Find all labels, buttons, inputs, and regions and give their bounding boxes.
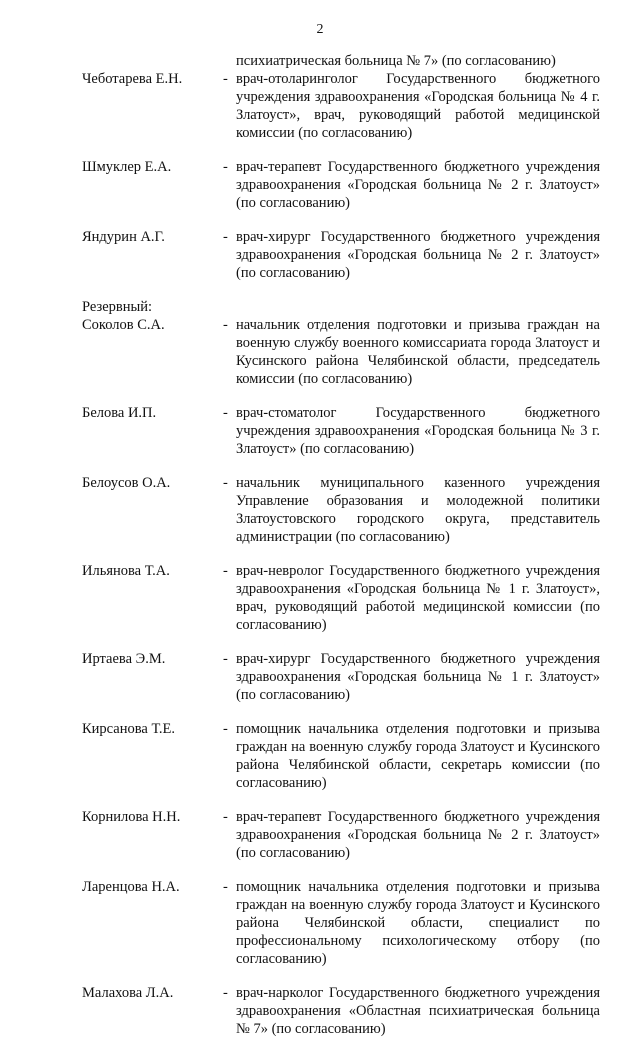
member-entry	[0, 70, 640, 142]
dash-separator: -	[223, 721, 228, 737]
member-description: начальник муниципального казенного учреждения Управление образования и молодежной политики Златоустовского городского округа, представитель администрации (по согласованию)	[236, 475, 600, 545]
member-name: Яндурин А.Г.	[82, 229, 165, 245]
member-description: начальник отделения подготовки и призыва граждан на военную службу военного комиссариата города Златоуст и Кусинского района Челябинской области, председатель комиссии (по согласованию)	[236, 317, 600, 387]
member-list	[0, 70, 640, 1038]
dash-separator: -	[223, 809, 228, 825]
member-name: Ларенцова Н.А.	[82, 879, 180, 895]
member-description: врач-хирург Государственного бюджетного учреждения здравоохранения «Городская больница № 2 г. Златоуст» (по согласованию)	[236, 229, 600, 281]
member-name: Соколов С.А.	[82, 317, 165, 333]
dash-separator: -	[223, 475, 228, 491]
dash-separator: -	[223, 563, 228, 579]
member-name: Ильянова Т.А.	[82, 563, 170, 579]
member-description: врач-терапевт Государственного бюджетного учреждения здравоохранения «Городская больница № 2 г. Златоуст» (по согласованию)	[236, 159, 600, 211]
dash-separator: -	[223, 229, 228, 245]
reserve-member-entry	[0, 984, 640, 1038]
reserve-member-entry	[0, 562, 640, 634]
member-description: врач-нарколог Государственного бюджетного учреждения здравоохранения «Областная психиатрическая больница № 7» (по согласованию)	[236, 985, 600, 1037]
member-name: Белоусов О.А.	[82, 475, 171, 491]
reserve-member-entry	[0, 404, 640, 458]
member-name: Белова И.П.	[82, 405, 157, 421]
member-entry	[0, 158, 640, 212]
continued-text: психиатрическая больница № 7» (по согласованию)	[236, 53, 556, 69]
reserve-member-entry	[0, 720, 640, 792]
dash-separator: -	[223, 651, 228, 667]
dash-separator: -	[223, 405, 228, 421]
member-description: помощник начальника отделения подготовки и призыва граждан на военную службу города Златоуст и Кусинского района Челябинской области, секретарь комиссии (по согласованию)	[236, 721, 600, 791]
member-description: врач-терапевт Государственного бюджетного учреждения здравоохранения «Городская больница № 2 г. Златоуст» (по согласованию)	[236, 809, 600, 861]
member-description: врач-отоларинголог Государственного бюджетного учреждения здравоохранения «Городская больница № 4 г. Златоуст», врач, руководящий работой медицинской комиссии (по согласованию)	[236, 71, 600, 141]
member-name: Малахова Л.А.	[82, 985, 174, 1001]
member-description: врач-стоматолог Государственного бюджетного учреждения здравоохранения «Городская больница № 3 г. Златоуст» (по согласованию)	[236, 405, 600, 457]
reserve-label: Резервный:	[82, 299, 153, 315]
member-entry	[0, 228, 640, 282]
member-name: Иртаева Э.М.	[82, 651, 166, 667]
member-name: Корнилова Н.Н.	[82, 809, 181, 825]
page-number: 2	[316, 22, 324, 37]
dash-separator: -	[223, 879, 228, 895]
member-description: врач-хирург Государственного бюджетного учреждения здравоохранения «Городская больница № 1 г. Златоуст» (по согласованию)	[236, 651, 600, 703]
dash-separator: -	[223, 317, 228, 333]
reserve-member-entry	[0, 316, 640, 388]
reserve-member-entry	[0, 474, 640, 546]
member-name: Чеботарева Е.Н.	[82, 71, 183, 87]
dash-separator: -	[223, 159, 228, 175]
member-name: Кирсанова Т.Е.	[82, 721, 175, 737]
dash-separator: -	[223, 985, 228, 1001]
member-description: помощник начальника отделения подготовки и призыва граждан на военную службу города Златоуст и Кусинского района Челябинской области, специалист по профессиональному психологическому отбору (по согласованию)	[236, 879, 600, 967]
reserve-member-entry	[0, 808, 640, 862]
reserve-member-entry	[0, 650, 640, 704]
member-description: врач-невролог Государственного бюджетного учреждения здравоохранения «Городская больница № 1 г. Златоуст», врач, руководящий работой медицинской комиссии (по согласованию)	[236, 563, 600, 633]
member-name: Шмуклер Е.А.	[82, 159, 172, 175]
dash-separator: -	[223, 71, 228, 87]
reserve-member-entry	[0, 878, 640, 968]
